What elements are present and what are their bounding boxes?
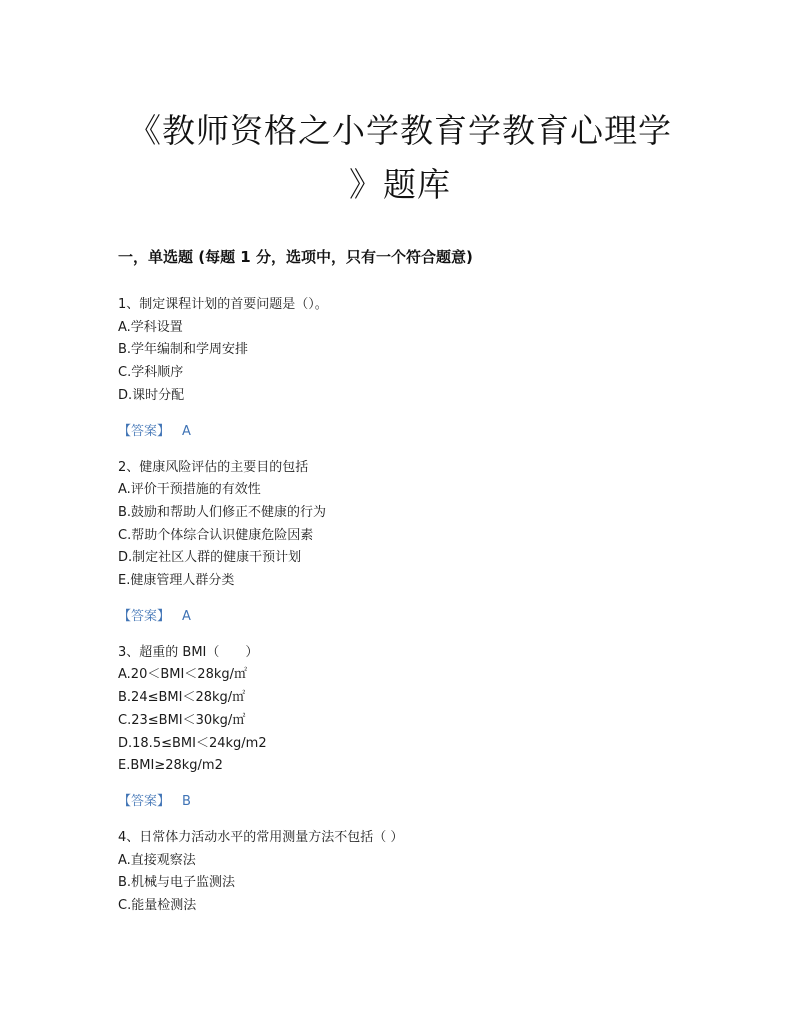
option-b: B.机械与电子监测法: [118, 875, 236, 891]
option-c: C.学科顺序: [118, 365, 184, 381]
option-d: D.课时分配: [118, 387, 185, 403]
option-a: A.20＜BMI＜28kg/㎡: [118, 667, 248, 683]
option-c: C.23≤BMI＜30kg/㎡: [118, 712, 246, 728]
question-1: [118, 294, 718, 443]
question-stem: 3、超重的 BMI（ ）: [118, 644, 259, 660]
question-stem: 4、日常体力活动水平的常用测量方法不包括（ ）: [118, 829, 404, 845]
answer-label: 【答案】: [118, 793, 171, 809]
option-c: C.帮助个体综合认识健康危险因素: [118, 527, 314, 543]
document-title-line1: 《教师资格之小学教育学教育心理学: [128, 111, 672, 150]
answer-value: A: [182, 608, 191, 624]
option-b: B.鼓励和帮助人们修正不健康的行为: [118, 504, 327, 520]
answer-line: [118, 606, 718, 628]
answer-value: A: [182, 423, 191, 439]
answer-line: [118, 791, 718, 813]
document-title-line2: 》题库: [349, 165, 451, 204]
section-heading: 一，单选题 (每题 1 分，选项中，只有一个符合题意): [118, 248, 473, 266]
answer-line: [118, 421, 718, 443]
option-d: D.18.5≤BMI＜24kg/m2: [118, 735, 267, 751]
option-b: B.24≤BMI＜28kg/㎡: [118, 690, 246, 706]
document-title: [60, 104, 740, 212]
option-e: E.健康管理人群分类: [118, 573, 235, 589]
option-d: D.制定社区人群的健康干预计划: [118, 550, 302, 566]
answer-label: 【答案】: [118, 608, 171, 624]
question-stem: 1、制定课程计划的首要问题是（）。: [118, 297, 328, 312]
option-a: A.评价干预措施的有效性: [118, 482, 261, 498]
option-e: E.BMI≥28kg/m2: [118, 758, 223, 774]
question-list: [118, 294, 718, 918]
answer-value: B: [182, 793, 191, 809]
question-stem: 2、健康风险评估的主要目的包括: [118, 459, 309, 475]
question-3: [118, 642, 718, 813]
option-b: B.学年编制和学周安排: [118, 342, 249, 358]
question-4: [118, 827, 718, 918]
option-a: A.直接观察法: [118, 852, 196, 868]
option-a: A.学科设置: [118, 319, 183, 335]
option-c: C.能量检测法: [118, 898, 197, 914]
question-2: [118, 457, 718, 628]
answer-label: 【答案】: [118, 423, 171, 439]
